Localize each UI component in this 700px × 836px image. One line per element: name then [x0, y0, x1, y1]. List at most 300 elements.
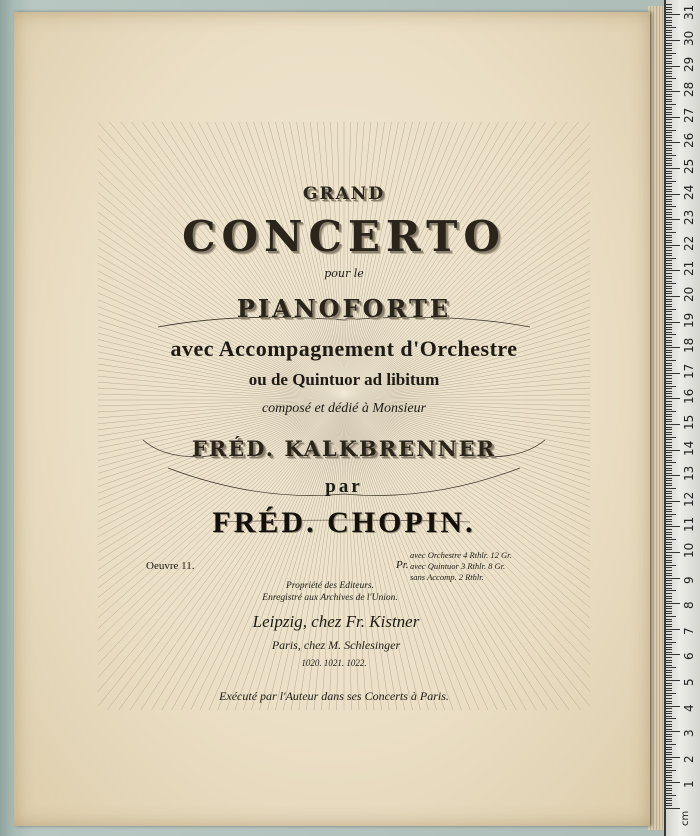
- ruler-tick: [666, 240, 672, 241]
- ruler-tick: [666, 278, 672, 279]
- ruler-tick: [666, 619, 672, 620]
- ruler-tick: [666, 731, 680, 732]
- ruler-tick: [666, 613, 672, 614]
- ruler-tick: [666, 189, 672, 190]
- ruler-tick: [666, 634, 672, 635]
- ruler-tick: [666, 250, 672, 251]
- ruler-tick: [666, 652, 672, 653]
- ruler-tick: [666, 580, 672, 581]
- ruler-tick: [666, 649, 672, 650]
- ruler-tick: [666, 552, 680, 553]
- ruler-tick: [666, 616, 676, 617]
- price-line: sans Accomp. 2 Rthlr.: [410, 572, 484, 582]
- title-concerto: CONCERTO: [182, 212, 506, 261]
- ruler-tick: [666, 537, 672, 538]
- ruler-tick: [666, 414, 672, 415]
- ruler-number: 21: [682, 261, 696, 277]
- ruler-tick: [666, 135, 672, 136]
- performance-note: Exécuté par l'Auteur dans ses Concerts à Paris.: [219, 689, 449, 703]
- ruler-tick: [666, 401, 672, 402]
- ruler-tick: [666, 734, 672, 735]
- ruler-tick: [666, 66, 680, 67]
- ruler-number: 7: [682, 627, 696, 635]
- ruler-number: 30: [682, 30, 696, 46]
- ruler-tick: [666, 439, 672, 440]
- ruler-tick: [666, 503, 672, 504]
- title-grand: GRAND: [302, 184, 386, 204]
- ruler-number: 11: [682, 517, 696, 533]
- ruler-number: 4: [682, 703, 696, 712]
- ruler-tick: [666, 168, 680, 169]
- ruler-tick: [666, 130, 676, 131]
- ruler-tick: [666, 798, 672, 799]
- ruler-tick: [666, 109, 672, 110]
- ruler-number: 12: [682, 491, 696, 507]
- ruler-tick: [666, 53, 676, 54]
- ruler-tick: [666, 631, 672, 632]
- ruler-tick: [666, 455, 672, 456]
- ruler-tick: [666, 557, 672, 558]
- ruler-tick: [666, 601, 672, 602]
- ruler-tick: [666, 20, 672, 21]
- ruler-tick: [666, 171, 672, 172]
- ruler-tick: [666, 114, 672, 115]
- ruler-tick: [666, 378, 672, 379]
- ruler-tick: [666, 84, 672, 85]
- ruler-tick: [666, 790, 672, 791]
- ruler-tick: [666, 89, 672, 90]
- ruler-tick: [666, 688, 672, 689]
- ruler-tick: [666, 68, 672, 69]
- ruler-tick: [666, 424, 680, 425]
- ruler-tick: [666, 782, 680, 783]
- ruler-tick: [666, 726, 672, 727]
- ruler-tick: [666, 667, 676, 668]
- ruler-tick: [666, 368, 672, 369]
- ruler-tick: [666, 511, 672, 512]
- ruler-tick: [666, 703, 672, 704]
- ruler-tick: [666, 286, 672, 287]
- ruler-tick: [666, 675, 672, 676]
- ruler-tick: [666, 301, 672, 302]
- ruler-tick: [666, 491, 672, 492]
- ruler-tick: [666, 270, 680, 271]
- ruler-tick: [666, 158, 672, 159]
- ruler-tick: [666, 785, 672, 786]
- ruler-tick: [666, 96, 672, 97]
- ruler-tick: [666, 306, 672, 307]
- ruler-tick: [666, 485, 672, 486]
- ruler-tick: [666, 741, 672, 742]
- ruler-tick: [666, 521, 672, 522]
- ruler-number: 26: [682, 133, 696, 149]
- ruler-tick: [666, 350, 672, 351]
- ruler-tick: [666, 598, 672, 599]
- ruler-tick: [666, 386, 676, 387]
- ruler-tick: [666, 672, 672, 673]
- ruler-tick: [666, 314, 672, 315]
- ruler-tick: [666, 701, 672, 702]
- ruler-tick: [666, 434, 672, 435]
- ruler-tick: [666, 63, 672, 64]
- ruler-tick: [666, 332, 672, 333]
- ruler-tick: [666, 322, 680, 323]
- ruler-tick: [666, 647, 672, 648]
- copyright-notice: [84, 580, 576, 604]
- ruler-number: 27: [682, 107, 696, 123]
- ruler-tick: [666, 803, 672, 804]
- ruler-tick: [666, 460, 672, 461]
- plate-numbers: 1020. 1021. 1022.: [301, 658, 367, 668]
- ruler-tick: [666, 40, 680, 41]
- ruler-tick: [666, 201, 672, 202]
- ruler-tick: [666, 43, 672, 44]
- ruler-tick: [666, 606, 672, 607]
- ruler-tick: [666, 35, 672, 36]
- ruler-tick: [666, 122, 672, 123]
- ruler-tick: [666, 450, 680, 451]
- ruler-tick: [666, 447, 672, 448]
- ruler-tick: [666, 759, 672, 760]
- ruler-number: 18: [682, 337, 696, 354]
- ruler-tick: [666, 793, 672, 794]
- ruler-tick: [666, 148, 672, 149]
- page-edge: [648, 6, 664, 830]
- ruler-number: 9: [682, 575, 696, 584]
- title-text: [98, 122, 590, 710]
- ruler-tick: [666, 478, 672, 479]
- ruler-tick: [666, 104, 676, 105]
- ruler-tick: [666, 107, 672, 108]
- ruler-tick: [666, 99, 672, 100]
- ruler-number: 17: [682, 363, 696, 379]
- ruler-number: 2: [682, 755, 696, 763]
- ruler-number: 1: [682, 780, 696, 789]
- ruler-tick: [666, 224, 672, 225]
- ruler-tick: [666, 32, 672, 33]
- ruler-tick: [666, 245, 680, 246]
- ruler-tick: [666, 437, 676, 438]
- ruler-tick: [666, 590, 676, 591]
- ruler-number: 23: [682, 209, 696, 226]
- ruler-tick: [666, 706, 680, 707]
- ruler-tick: [666, 365, 672, 366]
- ruler-tick: [666, 283, 676, 284]
- ruler-tick: [666, 716, 672, 717]
- ruler-tick: [666, 567, 672, 568]
- ruler-tick: [666, 388, 672, 389]
- ruler-tick: [666, 642, 676, 643]
- ruler-tick: [666, 204, 672, 205]
- ruler-tick: [666, 493, 672, 494]
- ruler-tick: [666, 560, 672, 561]
- ruler-tick: [666, 411, 676, 412]
- ruler-tick: [666, 665, 672, 666]
- ruler-tick: [666, 194, 680, 195]
- ruler-tick: [666, 744, 676, 745]
- ruler-number: 10: [682, 542, 696, 558]
- ruler-tick: [666, 55, 672, 56]
- ruler-tick: [666, 442, 672, 443]
- ruler-tick: [666, 327, 672, 328]
- ruler-tick: [666, 800, 672, 801]
- ruler-tick: [666, 470, 672, 471]
- ruler-tick: [666, 125, 672, 126]
- ruler-tick: [666, 340, 672, 341]
- ruler-tick: [666, 529, 672, 530]
- ruler-tick: [666, 173, 672, 174]
- measuring-ruler: [666, 0, 700, 836]
- ruler-tick: [666, 398, 680, 399]
- ruler-tick: [666, 724, 672, 725]
- ruler-tick: [666, 483, 672, 484]
- ruler-tick: [666, 383, 672, 384]
- ruler-tick: [666, 17, 672, 18]
- ruler-tick: [666, 573, 672, 574]
- ruler-tick: [666, 480, 672, 481]
- ruler-tick: [666, 718, 676, 719]
- ruler-tick: [666, 61, 672, 62]
- ruler-tick: [666, 626, 672, 627]
- ruler-number: 15: [682, 414, 696, 430]
- ruler-tick: [666, 596, 672, 597]
- ruler-tick: [666, 222, 672, 223]
- ruler-tick: [666, 273, 672, 274]
- ruler-tick: [666, 255, 672, 256]
- ruler-tick: [666, 698, 672, 699]
- ruler-tick: [666, 117, 680, 118]
- ruler-tick: [666, 754, 672, 755]
- ruler-tick: [666, 50, 672, 51]
- subtitle-orchestra: avec Accompagnement d'Orchestre: [170, 336, 518, 361]
- ruler-tick: [666, 253, 672, 254]
- ruler-tick: [666, 357, 672, 358]
- ruler-tick: [666, 427, 672, 428]
- ruler-tick: [666, 772, 672, 773]
- ruler-tick: [666, 288, 672, 289]
- ruler-tick: [666, 258, 676, 259]
- ruler-tick: [666, 432, 672, 433]
- ruler-tick: [666, 45, 672, 46]
- ruler-number: 3: [682, 729, 696, 738]
- ruler-tick: [666, 404, 672, 405]
- ruler-tick: [666, 608, 672, 609]
- ruler-tick: [666, 670, 672, 671]
- ruler-tick: [666, 603, 680, 604]
- ruler-tick: [666, 304, 672, 305]
- ruler-tick: [666, 112, 672, 113]
- ruler-tick: [666, 593, 672, 594]
- ruler-tick: [666, 71, 672, 72]
- ruler-tick: [666, 206, 676, 207]
- ruler-tick: [666, 624, 672, 625]
- ruler-tick: [666, 452, 672, 453]
- ruler-tick: [666, 693, 676, 694]
- ruler-tick: [666, 736, 672, 737]
- price-line: avec Orchestre 4 Rthlr. 12 Gr.: [410, 550, 512, 560]
- ruler-tick: [666, 729, 672, 730]
- ruler-tick: [666, 747, 672, 748]
- ruler-tick: [666, 539, 676, 540]
- publisher-paris: Paris, chez M. Schlesinger: [271, 638, 401, 652]
- ruler-tick: [666, 293, 672, 294]
- ruler-tick: [666, 808, 680, 809]
- ruler-tick: [666, 91, 680, 92]
- ruler-tick: [666, 396, 672, 397]
- ruler-number: 25: [682, 158, 696, 174]
- ruler-number: 6: [682, 652, 696, 661]
- ruler-tick: [666, 227, 672, 228]
- ruler-tick: [666, 160, 672, 161]
- ruler-tick: [666, 457, 672, 458]
- ruler-tick: [666, 468, 672, 469]
- ruler-tick: [666, 337, 672, 338]
- ruler-tick: [666, 393, 672, 394]
- ruler-tick: [666, 142, 680, 143]
- ruler-tick: [666, 409, 672, 410]
- ruler-tick: [666, 37, 672, 38]
- ruler-tick: [666, 342, 672, 343]
- ruler-tick: [666, 137, 672, 138]
- ruler-tick: [666, 155, 676, 156]
- ruler-tick: [666, 319, 672, 320]
- ruler-tick: [666, 575, 672, 576]
- ruler-tick: [666, 209, 672, 210]
- ruler-tick: [666, 101, 672, 102]
- ruler-tick: [666, 562, 672, 563]
- ruler-tick: [666, 14, 680, 15]
- ruler-tick: [666, 721, 672, 722]
- ruler-tick: [666, 637, 672, 638]
- ruler-tick: [666, 475, 680, 476]
- ruler-tick: [666, 711, 672, 712]
- ruler-tick: [666, 406, 672, 407]
- ruler-tick: [666, 777, 672, 778]
- ruler-tick: [666, 94, 672, 95]
- ruler-tick: [666, 355, 672, 356]
- dedication-line: composé et dédié à Monsieur: [261, 401, 427, 416]
- ruler-tick: [666, 30, 672, 31]
- subtitle-quintet: ou de Quintuor ad libitum: [248, 370, 440, 389]
- ruler-tick: [666, 498, 672, 499]
- ruler-tick: [666, 334, 676, 335]
- ruler-tick: [666, 644, 672, 645]
- ruler-tick: [666, 519, 672, 520]
- enregistre-line: Enregistré aux Archives de l'Union.: [262, 593, 398, 603]
- ruler-tick: [666, 232, 676, 233]
- ruler-tick: [666, 132, 672, 133]
- price-line: avec Quintuor 3 Rthlr. 8 Gr.: [410, 561, 506, 571]
- price-label: Pr.: [396, 559, 409, 571]
- ruler-tick: [666, 291, 672, 292]
- ruler-tick: [666, 214, 672, 215]
- ruler-number: 22: [682, 235, 696, 251]
- ruler-tick: [666, 181, 676, 182]
- par-label: par: [325, 476, 363, 497]
- ruler-tick: [666, 81, 672, 82]
- ruler-tick: [666, 373, 680, 374]
- ruler-tick: [666, 27, 676, 28]
- ruler-tick: [666, 375, 672, 376]
- ruler-tick: [666, 654, 680, 655]
- ruler-tick: [666, 544, 672, 545]
- ruler-tick: [666, 509, 672, 510]
- ruler-tick: [666, 324, 672, 325]
- ruler-tick: [666, 683, 672, 684]
- ruler-tick: [666, 780, 672, 781]
- ruler-tick: [666, 534, 672, 535]
- composer-name: FRÉD. CHOPIN.: [212, 506, 476, 539]
- ruler-tick: [666, 7, 672, 8]
- ruler-tick: [666, 22, 672, 23]
- ruler-tick: [666, 58, 672, 59]
- ruler-tick: [666, 542, 672, 543]
- ruler-number: 24: [682, 184, 696, 200]
- ruler-tick: [666, 12, 672, 13]
- ruler-tick: [666, 496, 672, 497]
- ruler-tick: [666, 183, 672, 184]
- ruler-tick: [666, 329, 672, 330]
- ruler-tick: [666, 178, 672, 179]
- ruler-tick: [666, 247, 672, 248]
- ruler-tick: [666, 299, 672, 300]
- ruler-tick: [666, 695, 672, 696]
- dedicatee-name: FRÉD. KALKBRENNER: [191, 436, 497, 461]
- ruler-tick: [666, 260, 672, 261]
- ruler-tick: [666, 685, 672, 686]
- ruler-tick: [666, 739, 672, 740]
- ruler-tick: [666, 588, 672, 589]
- ruler-tick: [666, 621, 672, 622]
- ruler-tick: [666, 391, 672, 392]
- ruler-tick: [666, 501, 680, 502]
- ruler-number: 29: [682, 56, 696, 72]
- ruler-tick: [666, 524, 672, 525]
- ruler-tick: [666, 657, 672, 658]
- ruler-tick: [666, 176, 672, 177]
- ruler-tick: [666, 370, 672, 371]
- ruler-tick: [666, 708, 672, 709]
- ruler-number: 16: [682, 389, 696, 405]
- propriete-line: Propriété des Editeurs.: [285, 581, 375, 591]
- ruler-tick: [666, 119, 672, 120]
- ruler-number: 14: [682, 440, 696, 456]
- ruler-tick: [666, 757, 680, 758]
- opus-number: Oeuvre 11.: [146, 560, 195, 572]
- ruler-tick: [666, 381, 672, 382]
- ruler-tick: [666, 526, 680, 527]
- ruler-tick: [666, 532, 672, 533]
- ruler-tick: [666, 360, 676, 361]
- ruler-tick: [666, 547, 672, 548]
- ruler-tick: [666, 212, 672, 213]
- ruler-tick: [666, 421, 672, 422]
- ruler-tick: [666, 268, 672, 269]
- ruler-tick: [666, 76, 672, 77]
- publisher-leipzig: Leipzig, chez Fr. Kistner: [252, 612, 420, 631]
- ruler-tick: [666, 795, 676, 796]
- ruler-tick: [666, 713, 672, 714]
- ruler-number: 8: [682, 601, 696, 610]
- pour-le: pour le: [324, 267, 364, 280]
- ruler-tick: [666, 570, 672, 571]
- ruler-tick: [666, 488, 676, 489]
- ruler-tick: [666, 445, 672, 446]
- ruler-tick: [666, 462, 676, 463]
- ruler-tick: [666, 153, 672, 154]
- ruler-unit: cm: [680, 810, 691, 826]
- ruler-tick: [666, 347, 680, 348]
